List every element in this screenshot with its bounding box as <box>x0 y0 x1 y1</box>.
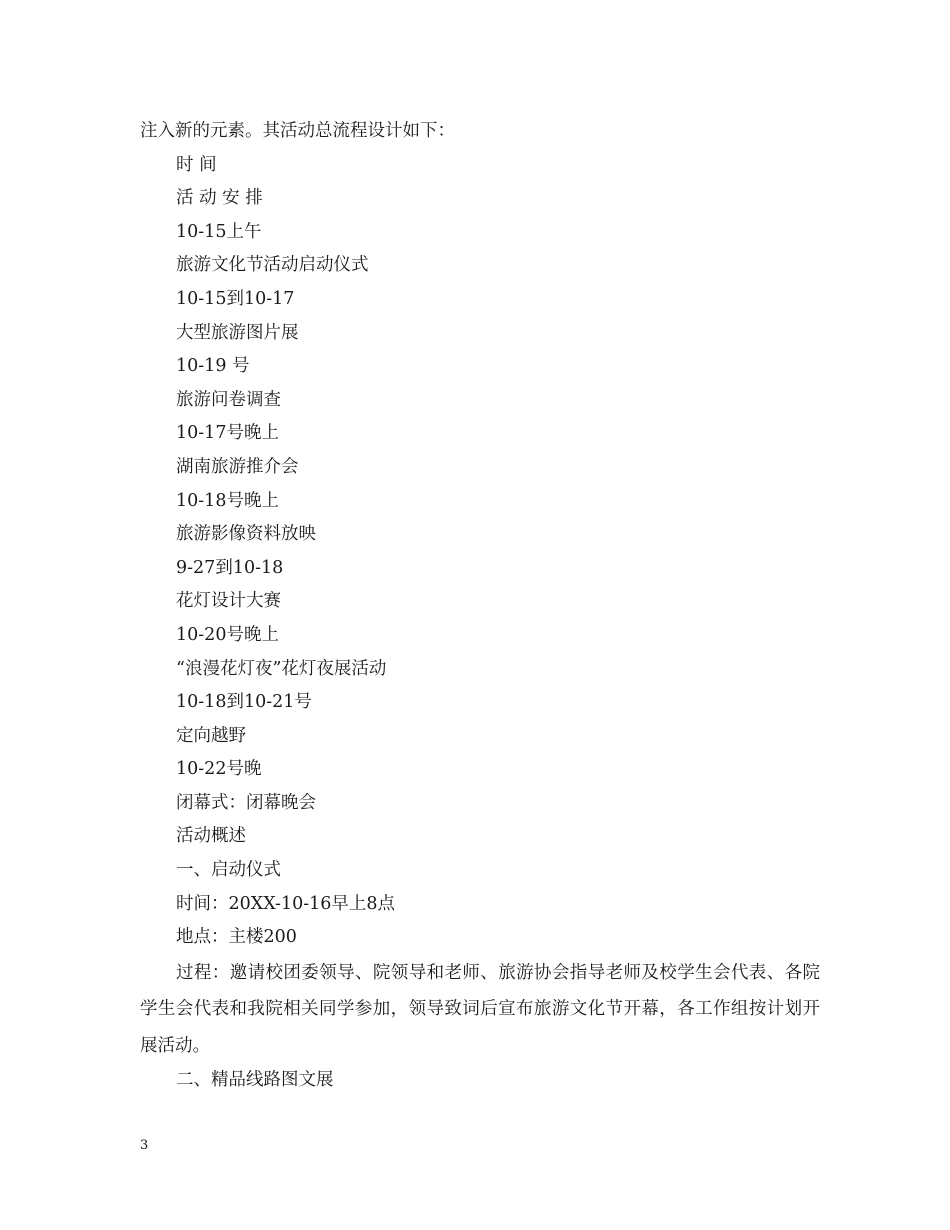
schedule-time-4: 10-17号晚上 <box>176 423 279 444</box>
schedule-activity-9: 闭幕式：闭幕晚会 <box>176 792 316 813</box>
schedule-time-1: 10-15上午 <box>176 221 262 242</box>
page-number: 3 <box>140 1138 149 1153</box>
section-heading-route-exhibition: 二、精品线路图文展 <box>176 1070 334 1091</box>
schedule-time-3: 10-19 号 <box>176 356 250 377</box>
schedule-activity-3: 旅游问卷调查 <box>176 389 281 410</box>
overview-heading: 活动概述 <box>176 826 246 847</box>
schedule-activity-1: 旅游文化节活动启动仪式 <box>176 255 369 276</box>
section-heading-opening: 一、启动仪式 <box>176 860 281 881</box>
schedule-activity-8: 定向越野 <box>176 725 246 746</box>
opening-process-paragraph: 过程：邀请校团委领导、院领导和老师、旅游协会指导老师及校学生会代表、各院学生会代表和我院相关同学参加，领导致词后宣布旅游文化节开幕，各工作组按计划开展活动。 <box>140 962 820 1056</box>
schedule-time-8: 10-18到10-21号 <box>176 692 312 713</box>
document-body <box>140 115 820 1098</box>
schedule-time-2: 10-15到10-17 <box>176 288 295 309</box>
schedule-header-activity: 活 动 安 排 <box>176 188 263 209</box>
opening-location: 地点：主楼200 <box>176 927 297 948</box>
schedule-time-6: 9-27到10-18 <box>176 557 284 578</box>
schedule-time-5: 10-18号晚上 <box>176 490 279 511</box>
schedule-header-time: 时 间 <box>176 154 217 175</box>
schedule-time-7: 10-20号晚上 <box>176 624 279 645</box>
schedule-time-9: 10-22号晚 <box>176 759 262 780</box>
schedule-activity-5: 旅游影像资料放映 <box>176 524 316 545</box>
schedule-activity-2: 大型旅游图片展 <box>176 322 299 343</box>
opening-time: 时间：20XX-10-16早上8点 <box>176 893 396 914</box>
schedule-activity-6: 花灯设计大赛 <box>176 591 281 612</box>
schedule-activity-4: 湖南旅游推介会 <box>176 456 299 477</box>
schedule-activity-7: “浪漫花灯夜”花灯夜展活动 <box>176 658 387 679</box>
intro-line: 注入新的元素。其活动总流程设计如下： <box>140 121 455 141</box>
